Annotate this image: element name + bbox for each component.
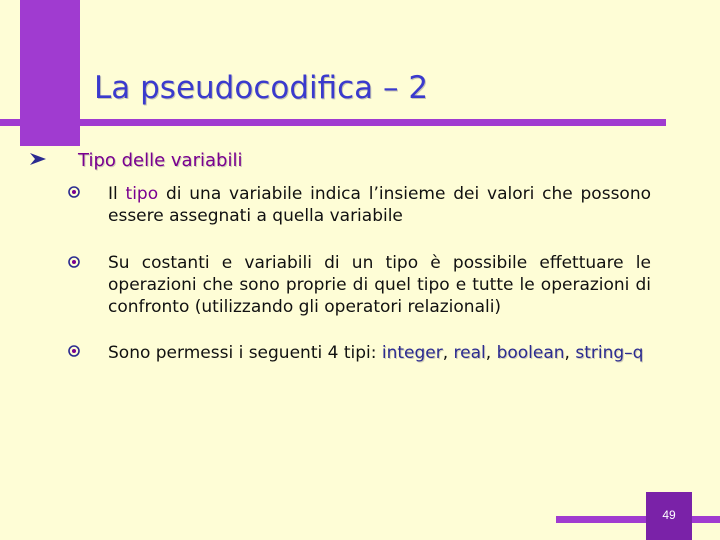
separator: , (564, 343, 576, 363)
item-text: di una variabile indica l’insieme dei valori che possono essere assegnati a quella variabile (108, 184, 651, 226)
title-underline-bar (0, 119, 666, 126)
page-number: 49 (662, 508, 676, 522)
item-text: Sono permessi i seguenti 4 tipi: (108, 343, 382, 363)
list-item (108, 252, 651, 318)
type-string-q: string–q (575, 343, 644, 363)
footer-bar (556, 516, 720, 523)
ring-bullet-icon (67, 255, 81, 269)
type-real: real (453, 343, 486, 363)
ring-bullet-icon (67, 344, 81, 358)
separator: , (442, 343, 454, 363)
arrow-bullet-icon (30, 153, 46, 165)
list-item (108, 342, 651, 364)
type-boolean: boolean (496, 343, 565, 363)
item-text: Su costanti e variabili di un tipo è possibile effettuare le operazioni che sono proprie di quel tipo e tutte le operazioni di confronto (utilizzando gli operatori relazionali) (108, 253, 651, 317)
section-heading: Tipo delle variabili (78, 150, 243, 171)
keyword-tipo: tipo (125, 184, 159, 204)
item-text: Il (108, 184, 126, 204)
list-item (108, 183, 651, 227)
separator: , (485, 343, 497, 363)
type-integer: integer (381, 343, 443, 363)
ring-bullet-icon (67, 185, 81, 199)
slide-title: La pseudocodifica – 2 (94, 70, 429, 106)
